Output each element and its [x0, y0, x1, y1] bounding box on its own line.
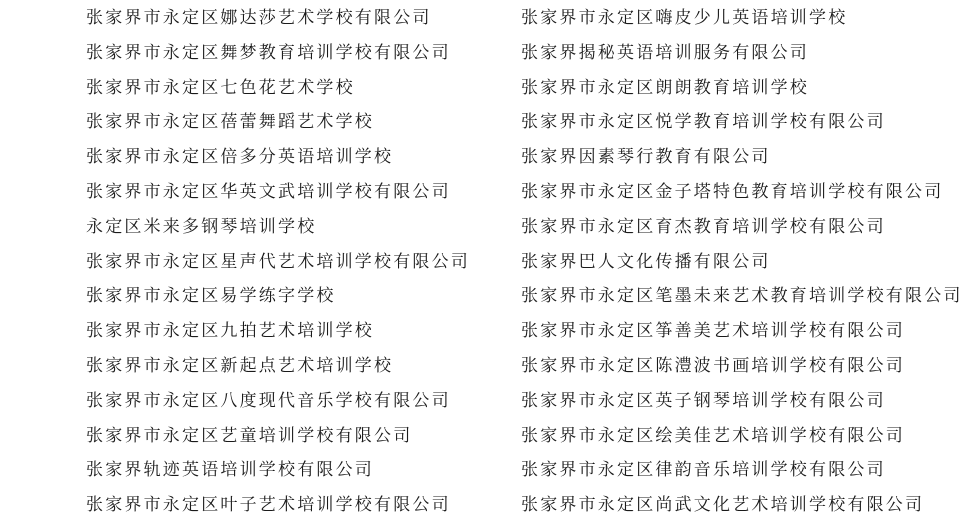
list-item: 张家界巴人文化传播有限公司: [521, 251, 771, 272]
list-item: 张家界市永定区尚武文化艺术培训学校有限公司: [521, 495, 925, 516]
list-item: 张家界市永定区星声代艺术培训学校有限公司: [86, 251, 470, 272]
list-item: 张家界市永定区七色花艺术学校: [86, 77, 355, 98]
list-item: 张家界市永定区新起点艺术培训学校: [86, 355, 394, 376]
list-item: 张家界因素琴行教育有限公司: [521, 147, 771, 168]
list-item: 张家界市永定区八度现代音乐学校有限公司: [86, 390, 451, 411]
list-item: 张家界市永定区筝善美艺术培训学校有限公司: [521, 321, 905, 342]
right-column: [521, 1, 963, 523]
list-item: 张家界市永定区蓓蕾舞蹈艺术学校: [86, 112, 374, 133]
list-item: 张家界市永定区嗨皮少儿英语培训学校: [521, 8, 848, 28]
list-item: 张家界轨迹英语培训学校有限公司: [86, 460, 374, 481]
list-item: 张家界市永定区倍多分英语培训学校: [86, 147, 394, 168]
left-column: [86, 1, 470, 523]
list-item: 张家界市永定区育杰教育培训学校有限公司: [521, 216, 886, 237]
list-item: 张家界市永定区九拍艺术培训学校: [86, 321, 374, 342]
list-item: 张家界市永定区舞梦教育培训学校有限公司: [86, 42, 451, 63]
list-item: 张家界市永定区叶子艺术培训学校有限公司: [86, 495, 451, 516]
list-item: 张家界市永定区英子钢琴培训学校有限公司: [521, 390, 886, 411]
list-item: 张家界市永定区朗朗教育培训学校: [521, 77, 809, 98]
list-item: 张家界市永定区笔墨未来艺术教育培训学校有限公司: [521, 286, 963, 307]
list-item: 张家界市永定区陈澧波书画培训学校有限公司: [521, 355, 905, 376]
list-item: 张家界市永定区律韵音乐培训学校有限公司: [521, 460, 886, 481]
list-item: 张家界市永定区易学练字学校: [86, 286, 336, 307]
list-item: 张家界市永定区绘美佳艺术培训学校有限公司: [521, 425, 905, 446]
list-item: 张家界市永定区艺童培训学校有限公司: [86, 425, 413, 446]
list-item: 张家界市永定区悦学教育培训学校有限公司: [521, 112, 886, 133]
list-item: 永定区米来多钢琴培训学校: [86, 216, 317, 237]
list-item: 张家界揭秘英语培训服务有限公司: [521, 42, 809, 63]
list-item: 张家界市永定区华英文武培训学校有限公司: [86, 181, 451, 202]
list-item: 张家界市永定区金子塔特色教育培训学校有限公司: [521, 181, 944, 202]
list-item: 张家界市永定区娜达莎艺术学校有限公司: [86, 8, 432, 28]
